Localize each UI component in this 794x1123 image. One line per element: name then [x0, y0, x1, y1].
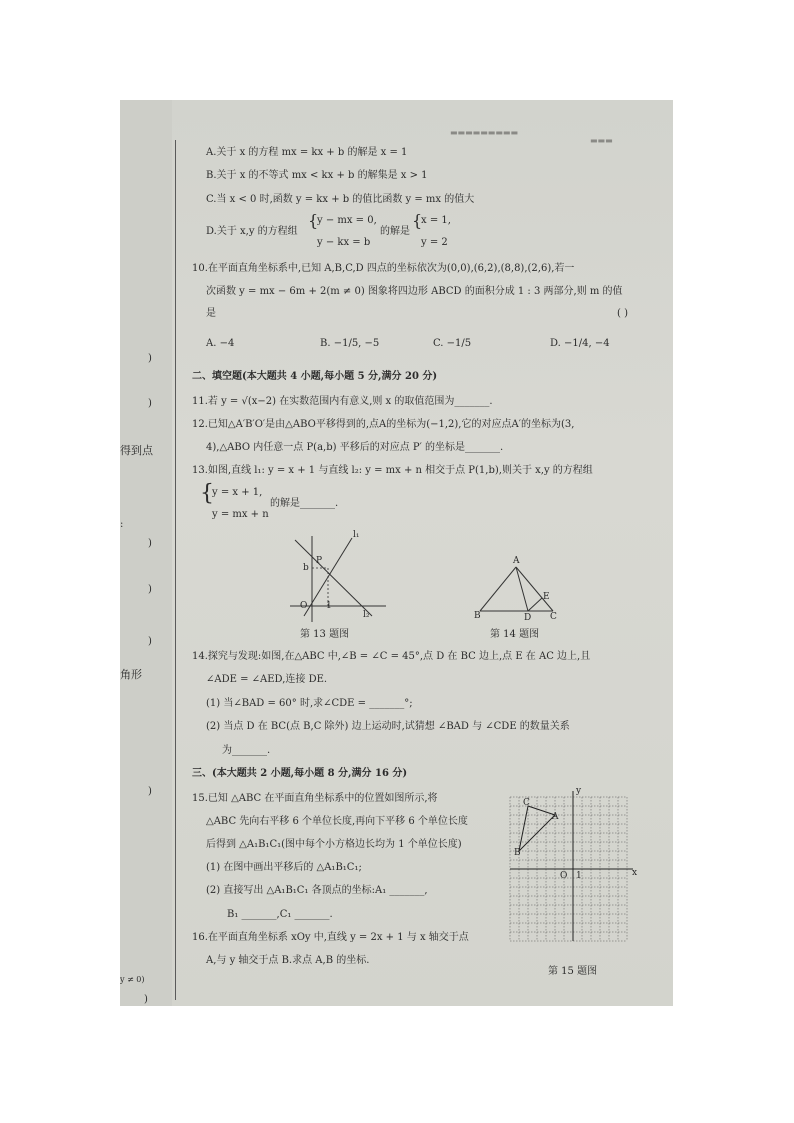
option-text: 的解是: [380, 226, 410, 237]
label-b: B: [474, 611, 481, 621]
question-14-part1: (1) 当∠BAD = 60° 时,求∠CDE = _______°;: [206, 698, 413, 709]
margin-paren: ): [148, 584, 152, 595]
label-d: D: [524, 613, 532, 623]
system-eq: y = x + 1,: [212, 487, 263, 498]
question-16: 16.在平面直角坐标系 xOy 中,直线 y = 2x + 1 与 x 轴交于点: [192, 932, 469, 943]
label-a: A: [552, 812, 559, 822]
question-15-part2: (2) 直接写出 △A₁B₁C₁ 各顶点的坐标:A₁ _______,: [206, 885, 428, 896]
brace: {: [412, 211, 423, 230]
system-eq: x = 1,: [421, 215, 451, 226]
question-12-cont: 4),△ABO 内任意一点 P(a,b) 平移后的对应点 P′ 的坐标是_______.: [206, 442, 504, 453]
option-line: B.关于 x 的不等式 mx < kx + b 的解集是 x > 1: [206, 170, 428, 181]
choice-a: A. −4: [206, 338, 235, 349]
margin-paren: ): [148, 636, 152, 647]
label-x: x: [632, 868, 638, 878]
choice-d: D. −1/4, −4: [550, 338, 610, 349]
question-15-cont: 后得到 △A₁B₁C₁(图中每个小方格边长均为 1 个单位长度): [206, 839, 462, 850]
choice-b: B. −1/5, −5: [320, 338, 380, 349]
figure-14-caption: 第 14 题图: [490, 629, 540, 640]
section-heading: 二、填空题(本大题共 4 小题,每小题 5 分,满分 20 分): [192, 371, 438, 382]
label-p: P: [316, 556, 323, 566]
label-y: y: [576, 786, 582, 796]
label-c: C: [550, 612, 557, 622]
label-l1: l₁: [353, 530, 360, 540]
question-12: 12.已知△A′B′O′是由△ABO平移得到的,点A的坐标为(−1,2),它的对应点A′的坐标为(3,: [192, 419, 575, 430]
label-e: E: [543, 592, 550, 602]
label-1: 1: [576, 871, 582, 881]
margin-paren: ): [148, 398, 152, 409]
question-10-cont: 是: [206, 308, 216, 319]
question-10-cont: 次函数 y = mx − 6m + 2(m ≠ 0) 图象将四边形 ABCD 的面积分成 1 : 3 两部分,则 m 的值: [206, 286, 623, 297]
question-15-part1: (1) 在图中画出平移后的 △A₁B₁C₁;: [206, 862, 362, 873]
system-eq: y = 2: [421, 237, 448, 248]
brace: {: [308, 211, 319, 230]
choice-c: C. −1/5: [433, 338, 472, 349]
left-page-strip: [120, 100, 172, 1006]
question-14-part2: (2) 当点 D 在 BC(点 B,C 除外) 边上运动时,试猜想 ∠BAD 与 ∠CDE 的数量关系: [206, 721, 570, 732]
question-11: 11.若 y = √(x−2) 在实数范围内有意义,则 x 的取值范围为_______.: [192, 396, 493, 407]
system-eq: y − kx = b: [317, 237, 371, 248]
figure-15-grid: [510, 797, 640, 947]
figure-13-caption: 第 13 题图: [300, 629, 350, 640]
question-14: 14.探究与发现:如图,在△ABC 中,∠B = ∠C = 45°,点 D 在 BC 边上,点 E 在 AC 边上,且: [192, 651, 591, 662]
option-line: D.关于 x,y 的方程组: [206, 226, 298, 237]
question-14-cont: ∠ADE = ∠AED,连接 DE.: [206, 674, 328, 685]
margin-paren: ): [144, 994, 148, 1005]
margin-text: 角形: [120, 668, 142, 681]
question-15-part2-cont: B₁ _______,C₁ _______.: [227, 909, 333, 920]
figure-15-caption: 第 15 题图: [548, 966, 598, 977]
section-heading: 三、(本大题共 2 小题,每小题 8 分,满分 16 分): [192, 768, 408, 779]
label-o: O: [300, 601, 308, 611]
label-1: 1: [326, 601, 332, 611]
question-14-part2-cont: 为_______.: [222, 745, 271, 756]
option-line: A.关于 x 的方程 mx = kx + b 的解是 x = 1: [206, 147, 408, 158]
question-13-cont: 的解是_______.: [270, 498, 339, 509]
question-10: 10.在平面直角坐标系中,已知 A,B,C,D 四点的坐标依次为(0,0),(6,2),(8,8),(2,6),若一: [192, 263, 575, 274]
label-l2: l₂: [363, 610, 370, 620]
label-o: O: [560, 871, 568, 881]
label-c: C: [523, 798, 530, 808]
label-b: b: [303, 563, 309, 573]
label-b: B: [514, 848, 521, 858]
margin-text: y ≠ 0): [120, 975, 145, 984]
brace: {: [200, 481, 214, 506]
system-eq: y = mx + n: [212, 509, 269, 520]
label-a: A: [513, 556, 520, 566]
question-15: 15.已知 △ABC 在平面直角坐标系中的位置如图所示,将: [192, 793, 438, 804]
answer-paren: ( ): [617, 308, 628, 319]
question-15-cont: △ABC 先向右平移 6 个单位长度,再向下平移 6 个单位长度: [206, 816, 468, 827]
system-eq: y − mx = 0,: [317, 215, 377, 226]
question-13: 13.如图,直线 l₁: y = x + 1 与直线 l₂: y = mx + n 相交于点 P(1,b),则关于 x,y 的方程组: [192, 465, 593, 476]
margin-text: :: [120, 519, 124, 530]
margin-text: 得到点: [120, 444, 153, 457]
photographed-page: ) ) 得到点 : ) ) ) 角形 ) y ≠ 0) ) ▬▬▬▬▬▬▬▬▬ ▬▬▬ A.关于 x 的方程 mx = kx + b 的解是 x = 1 B.关于 x 的不等式 mx < kx + b 的解集是 x > 1 C.当 x < 0 时,函数 y = kx + b 的值比函数 y = mx 的值大 D.关于 x,y 的方程组 { y − mx = 0, y − kx = b 的解是 { x = 1, y = 2 10.在平面直角坐标系中,已知 A,B,C,D 四点的坐标依次为(0,0),(6,2),(8,8),(2,6),若一 次函数 y = mx − 6m + 2(m ≠ 0) 图象将四边形 ABCD 的面积分成 1 : 3 两部分,则 m 的值 是 ( ) A. −4 B. −1/5, −5 C. −1/5 D. −1/4, −4 二、填空题(本大题共 4 小题,每小题 5 分,满分 20 分) 11.若 y = √(x−2) 在实数范围内有意义,则 x 的取值范围为_______. 12.已知△A′B′O′是由△ABO平移得到的,点A的坐标为(−1,2),它的对应点A′的坐标为(3, 4),△ABO 内任意一点 P(a,b) 平移后的对应点 P′ 的坐标是_______. 13.如图,直线 l₁: y = x + 1 与直线 l₂: y = mx + n 相交于点 P(1,b),则关于 x,y 的方程组 { y = x + 1, y = mx + n 的解是_______. l₁ l₂ P b O 1 第 13 题图 A B D E C 第 14 题图 14.探究与发现:如图,在△ABC 中,∠B = ∠C = 45°,点 D 在 BC 边上,点 E 在 AC 边上,且 ∠ADE = ∠AED,连接 DE. (1) 当∠BAD = 60° 时,求∠CDE = _______°; (2) 当点 D 在 BC(点 B,C 除外) 边上运动时,试猜想 ∠BAD 与 ∠CDE 的数量关系 为_______. 三、(本大题共 2 小题,每小题 8 分,满分 16 分) 15.已知 △ABC 在平面直角坐标系中的位置如图所示,将 △ABC 先向右平移 6 个单位长度,再向下平移 6 个单位长度 后得到 △A₁B₁C₁(图中每个小方格边长均为 1 个单位长度) (1) 在图中画出平移后的 △A₁B₁C₁; (2) 直接写出 △A₁B₁C₁ 各顶点的坐标:A₁ _______, B₁ _______,C₁ _______. 16.在平面直角坐标系 xOy 中,直线 y = 2x + 1 与 x 轴交于点 A,与 y 轴交于点 B.求点 A,B 的坐标. x y O 1 A B C 第 15 题图: [120, 100, 673, 1006]
margin-paren: ): [148, 538, 152, 549]
option-line: C.当 x < 0 时,函数 y = kx + b 的值比函数 y = mx 的值大: [206, 194, 475, 205]
fold-line: [175, 140, 176, 1000]
margin-paren: ): [148, 353, 152, 364]
question-16-cont: A,与 y 轴交于点 B.求点 A,B 的坐标.: [206, 955, 370, 966]
margin-paren: ): [148, 786, 152, 797]
